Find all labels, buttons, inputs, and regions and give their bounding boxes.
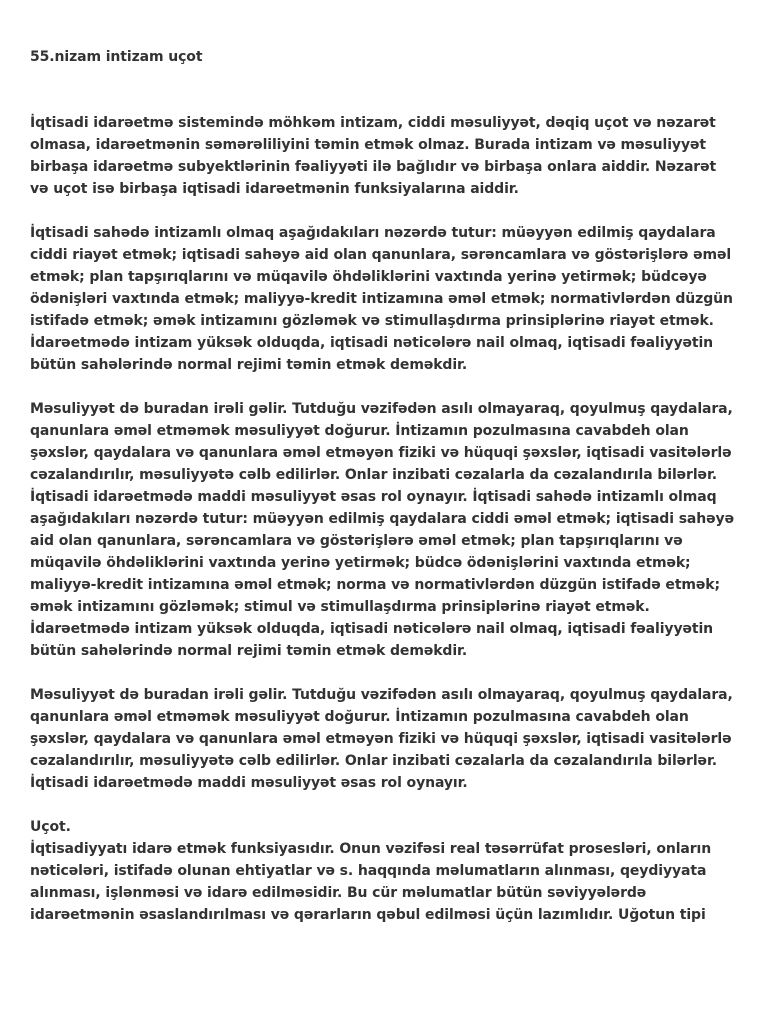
paragraph-intro: İqtisadi idarəetmə sistemində möhkəm intizam, ciddi məsuliyyət, dəqiq uçot və nəzarət olmasa, idarəetmənin səmərəliliyini təmin etmək olmaz. Burada intizam və məsuliyyət birbaşa idarəetmə subyektlərinin fəaliyyəti ilə bağlıdır və birbaşa onlara aiddir. Nəzarət və uçot isə birbaşa iqtisadi idarəetmənin funksiyalarına aiddir. [30, 115, 717, 197]
section-text: İqtisadiyyatı idarə etmək funksiyasıdır. Onun vəzifəsi real təsərrüfat prosesləri, onların nəticələri, istifadə olunan ehtiyatlar və s. haqqında məlumatların alınması, qeydiyyata alınması, işlənməsi və idarə edilməsidir. Bu cür məlumatlar bütün səviyyələrdə idarəetmənin əsaslandırılması və qərarların qəbul edilməsi üçün lazımlıdır. Uğotun tipi [30, 841, 712, 923]
section-accounting [30, 816, 738, 926]
paragraph-discipline: İqtisadi sahədə intizamlı olmaq aşağıdakıları nəzərdə tutur: müəyyən edilmiş qaydalara ciddi riayət etmək; iqtisadi sahəyə aid olan qanunlara, sərəncamlara və göstərişlərə əməl etmək; plan tapşırıqlarını və müqavilə öhdəliklərini vaxtında yerinə yetirmək; büdcəyə ödənişləri vaxtında etmək; maliyyə-kredit intizamına əməl etmək; normativlərdən düzgün istifadə etmək; əmək intizamını gözləmək və stimullaşdırma prinsiplərinə riayət etmək. İdarəetmədə intizam yüksək olduqda, iqtisadi nəticələrə nail olmaq, iqtisadi fəaliyyətin bütün sahələrində normal rejimi təmin etmək deməkdir. [30, 225, 733, 373]
paragraph-responsibility: Məsuliyyət də buradan irəli gəlir. Tutduğu vəzifədən asılı olmayaraq, qoyulmuş qaydalara, qanunlara əməl etməmək məsuliyyət doğurur. İntizamın pozulmasına cavabdeh olan şəxslər, qaydalara və qanunlara əməl etməyən fiziki və hüquqi şəxslər, iqtisadi vasitələrlə cəzalandırılır, məsuliyyətə cəlb edilirlər. Onlar inzibati cəzalarla da cəzalandırıla bilərlər. İqtisadi idarəetmədə maddi məsuliyyət əsas rol oynayır. [30, 687, 733, 791]
document-page [30, 46, 738, 948]
document-title: 55.nizam intizam uçot [30, 49, 203, 65]
section-heading: Uçot. [30, 819, 71, 835]
paragraph-responsibility-long: Məsuliyyət də buradan irəli gəlir. Tutduğu vəzifədən asılı olmayaraq, qoyulmuş qaydalara, qanunlara əməl etməmək məsuliyyət doğurur. İntizamın pozulmasına cavabdeh olan şəxslər, qaydalara və qanunlara əməl etməyən fiziki və hüquqi şəxslər, iqtisadi vasitələrlə cəzalandırılır, məsuliyyətə cəlb edilirlər. Onlar inzibati cəzalarla da cəzalandırıla bilərlər. İqtisadi idarəetmədə maddi məsuliyyət əsas rol oynayır. İqtisadi sahədə intizamlı olmaq aşağıdakıları nəzərdə tutur: müəyyən edilmiş qaydalara ciddi əməl etmək; iqtisadi sahəyə aid olan qanunlara, sərəncamlara və göstərişlərə əməl etmək; plan tapşırıqlarını və müqavilə öhdəliklərini vaxtında yerinə yetirmək; büdcə ödənişlərini vaxtında etmək; maliyyə-kredit intizamına əməl etmək; norma və normativlərdən düzgün istifadə etmək; əmək intizamını gözləmək; stimul və stimullaşdırma prinsiplərinə riayət etmək. İdarəetmədə intizam yüksək olduqda, iqtisadi nəticələrə nail olmaq, iqtisadi fəaliyyətin bütün sahələrində normal rejimi təmin etmək deməkdir. [30, 401, 734, 659]
